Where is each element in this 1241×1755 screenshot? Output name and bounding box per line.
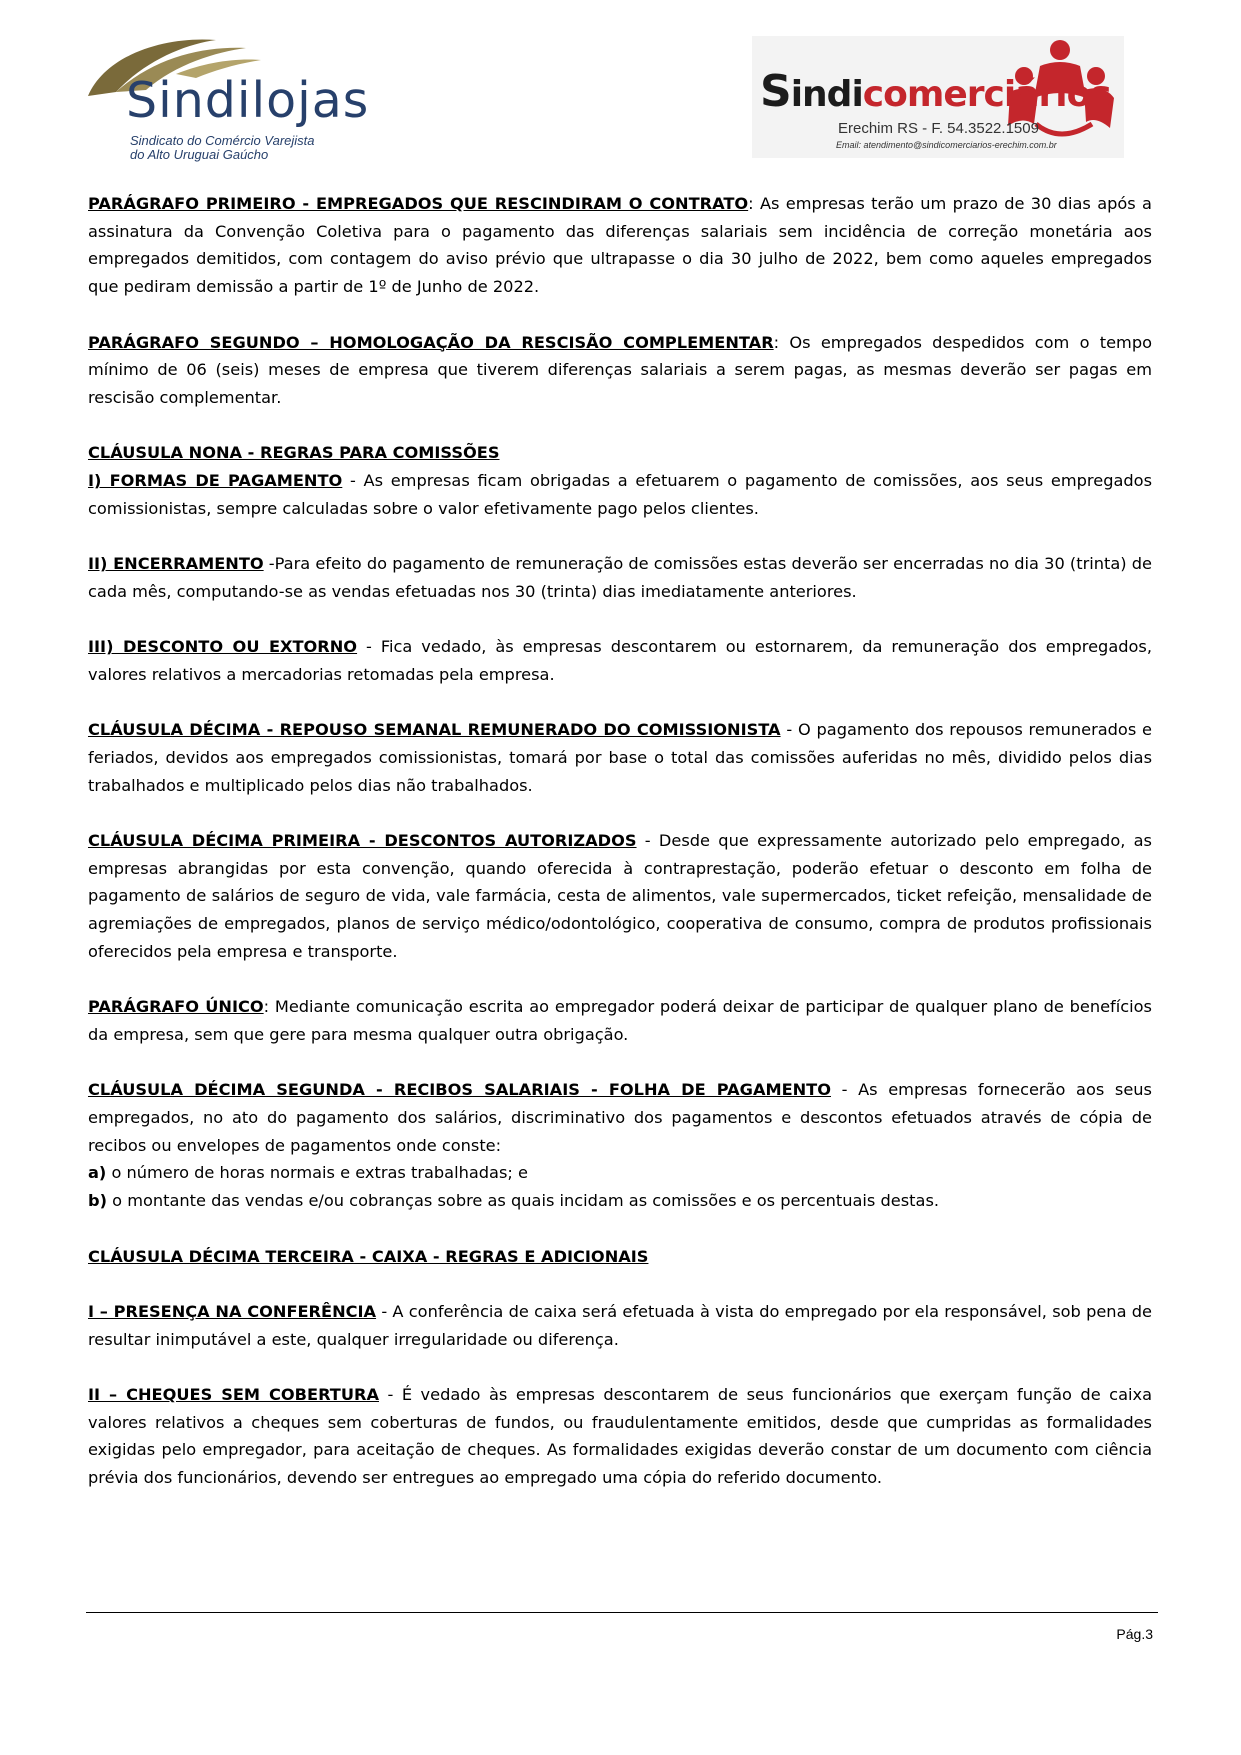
item-b-label: b) bbox=[88, 1191, 107, 1211]
item-presenca-conferencia bbox=[88, 1298, 1152, 1353]
clausula-decima-segunda-text: - As empresas fornecerão aos seus empregados, no ato do pagamento dos salários, discriminativo dos pagamentos e descontos efetuados através de cópia de recibos ou envelopes de pagamentos onde conste: bbox=[88, 1080, 1152, 1155]
sindicomerciarios-logo bbox=[752, 36, 1124, 158]
footer-divider bbox=[86, 1612, 1158, 1613]
sindilojas-logo bbox=[86, 34, 376, 164]
clausula-nona-item-iii bbox=[88, 633, 1152, 688]
item-iii-text: - Fica vedado, às empresas descontarem ou estornarem, da remuneração dos empregados, valores relativos a mercadorias retomadas pela empresa. bbox=[88, 637, 1152, 684]
paragrafo-unico bbox=[88, 993, 1152, 1048]
paragrafo-segundo-heading: PARÁGRAFO SEGUNDO – HOMOLOGAÇÃO DA RESCISÃO COMPLEMENTAR bbox=[88, 332, 774, 352]
sindilojas-subtitle-line2: do Alto Uruguai Gaúcho bbox=[130, 147, 269, 162]
sindicomerciarios-wordmark bbox=[760, 66, 1111, 117]
item-iii-heading: III) DESCONTO OU EXTORNO bbox=[88, 637, 358, 657]
paragrafo-primeiro-text: : As empresas terão um prazo de 30 dias após a assinatura da Convenção Coletiva para o pagamento das diferenças salariais sem incidência de correção monetária aos empregados demitidos, com contagem do aviso prévio que ultrapasse o dia 30 julho de 2022, bem como aqueles empregados que pediram demissão a partir de 1º de Junho de 2022. bbox=[88, 194, 1152, 297]
sindicomerciarios-email: Email: atendimento@sindicomerciarios-erechim.com.br bbox=[836, 140, 1057, 150]
sindicomerciarios-city-phone: Erechim RS - F. 54.3522.1509 bbox=[838, 120, 1039, 137]
page-number: Pág.3 bbox=[1116, 1626, 1153, 1642]
document-body bbox=[88, 190, 1152, 1492]
item-ii-text: -Para efeito do pagamento de remuneração de comissões estas deverão ser encerradas no dia 30 (trinta) de cada mês, computando-se as vendas efetuadas nos 30 (trinta) dias imediatamente anteriores. bbox=[88, 554, 1152, 601]
sindilojas-subtitle-line1: Sindicato do Comércio Varejista bbox=[130, 133, 315, 148]
clausula-decima-segunda bbox=[88, 1076, 1152, 1159]
clausula-decima bbox=[88, 716, 1152, 799]
cheques-heading: II – CHEQUES SEM COBERTURA bbox=[88, 1385, 379, 1405]
sindilojas-subtitle bbox=[130, 134, 315, 162]
paragrafo-segundo-text: : Os empregados despedidos com o tempo mínimo de 06 (seis) meses de empresa que tiverem diferenças salariais a serem pagas, as mesmas deverão ser pagas em rescisão complementar. bbox=[88, 332, 1152, 407]
item-i-text: - As empresas ficam obrigadas a efetuarem o pagamento de comissões, aos seus empregados comissionistas, sempre calculadas sobre o valor efetivamente pago pelos clientes. bbox=[88, 471, 1152, 518]
paragrafo-primeiro-heading: PARÁGRAFO PRIMEIRO - EMPREGADOS QUE RESCINDIRAM O CONTRATO bbox=[88, 194, 749, 213]
wordmark-indi: indi bbox=[790, 74, 863, 115]
clausula-decima-terceira-title: CLÁUSULA DÉCIMA TERCEIRA - CAIXA - REGRAS E ADICIONAIS bbox=[88, 1246, 649, 1266]
item-ii-heading: II) ENCERRAMENTO bbox=[88, 554, 264, 574]
clausula-nona-item-i bbox=[88, 467, 1152, 522]
sindilojas-wordmark: Sindilojas bbox=[126, 72, 370, 129]
wordmark-s: S bbox=[760, 66, 791, 117]
item-cheques-sem-cobertura bbox=[88, 1381, 1152, 1492]
clausula-decima-segunda-heading: CLÁUSULA DÉCIMA SEGUNDA - RECIBOS SALARIAIS - FOLHA DE PAGAMENTO bbox=[88, 1080, 831, 1100]
cheques-text: - É vedado às empresas descontarem de seus funcionários que exerçam função de caixa valores relativos a cheques sem coberturas de fundos, ou fraudulentamente emitidos, desde que cumpridas as formalidades exigidas pelo empregador, para aceitação de cheques. As formalidades exigidas deverão constar de um documento com ciência prévia dos funcionários, devendo ser entregues ao empregado uma cópia do referido documento. bbox=[88, 1385, 1152, 1488]
item-a bbox=[88, 1159, 1152, 1187]
item-i-heading: I) FORMAS DE PAGAMENTO bbox=[88, 471, 343, 490]
presenca-text: - A conferência de caixa será efetuada à vista do empregado por ela responsável, sob pena de resultar inimputável a este, qualquer irregularidade ou diferença. bbox=[88, 1301, 1152, 1349]
item-a-text: o número de horas normais e extras trabalhadas; e bbox=[106, 1163, 528, 1183]
paragrafo-primeiro bbox=[88, 190, 1152, 301]
presenca-heading: I – PRESENÇA NA CONFERÊNCIA bbox=[88, 1301, 377, 1321]
clausula-nona-item-ii bbox=[88, 550, 1152, 605]
clausula-decima-terceira-heading bbox=[88, 1243, 1152, 1271]
item-a-label: a) bbox=[88, 1163, 107, 1183]
wordmark-comerciarios: comerciários bbox=[862, 74, 1111, 115]
clausula-decima-heading: CLÁUSULA DÉCIMA - REPOUSO SEMANAL REMUNERADO DO COMISSIONISTA bbox=[88, 720, 781, 740]
clausula-decima-primeira-heading: CLÁUSULA DÉCIMA PRIMEIRA - DESCONTOS AUTORIZADOS bbox=[88, 831, 637, 851]
item-b bbox=[88, 1187, 1152, 1215]
clausula-nona-heading bbox=[88, 439, 1152, 467]
clausula-decima-primeira-text: - Desde que expressamente autorizado pelo empregado, as empresas abrangidas por esta convenção, quando oferecida à contraprestação, poderão efetuar o desconto em folha de pagamento de salários de seguro de vida, vale farmácia, cesta de alimentos, vale supermercados, ticket refeição, mensalidade de agremiações de empregados, planos de serviço médico/odontológico, cooperativa de consumo, compra de produtos profissionais oferecidos pela empresa e transporte. bbox=[88, 831, 1152, 961]
clausula-decima-primeira bbox=[88, 827, 1152, 966]
item-b-text: o montante das vendas e/ou cobranças sobre as quais incidam as comissões e os percentuais destas. bbox=[107, 1191, 940, 1211]
clausula-decima-text: - O pagamento dos repousos remunerados e feriados, devidos aos empregados comissionistas, tomará por base o total das comissões auferidas no mês, dividido pelos dias trabalhados e multiplicado pelos dias não trabalhados. bbox=[88, 720, 1152, 795]
paragrafo-segundo bbox=[88, 329, 1152, 412]
paragrafo-unico-heading: PARÁGRAFO ÚNICO bbox=[88, 997, 264, 1017]
paragrafo-unico-text: : Mediante comunicação escrita ao empregador poderá deixar de participar de qualquer plano de benefícios da empresa, sem que gere para mesma qualquer outra obrigação. bbox=[88, 997, 1152, 1044]
clausula-nona-title: CLÁUSULA NONA - REGRAS PARA COMISSÕES bbox=[88, 443, 500, 463]
